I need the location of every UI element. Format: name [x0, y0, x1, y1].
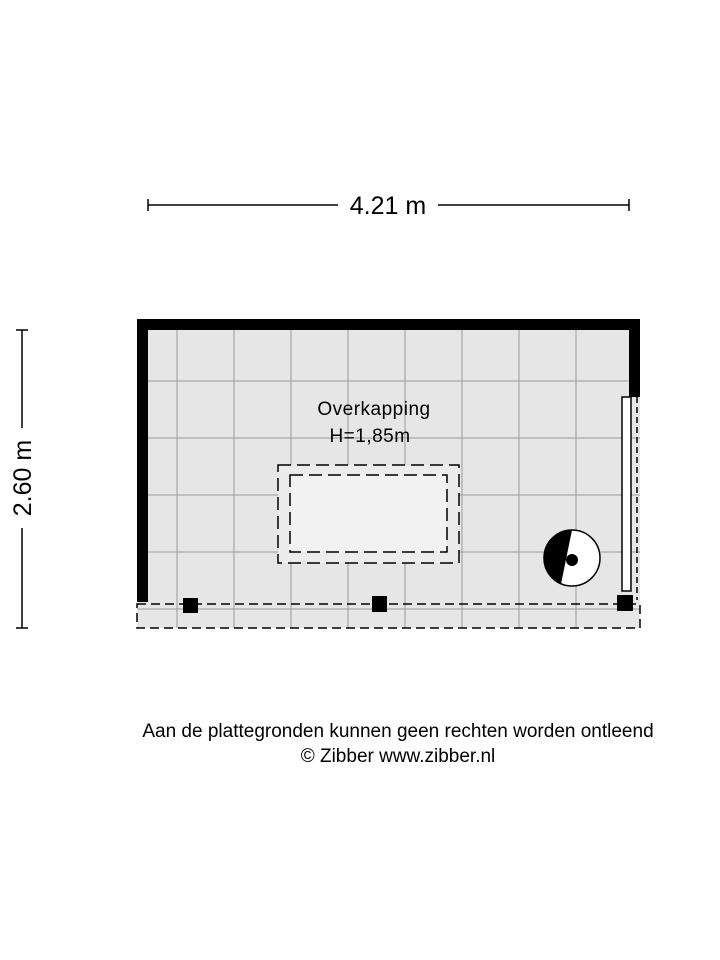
- height-dimension: [9, 330, 37, 628]
- disclaimer-text: Aan de plattegronden kunnen geen rechten worden ontleend: [142, 721, 654, 742]
- table-outline: [278, 465, 459, 563]
- post-left: [183, 598, 198, 613]
- room-name: Overkapping: [317, 399, 431, 420]
- post-right: [617, 595, 633, 611]
- copyright-text: © Zibber www.zibber.nl: [300, 746, 496, 767]
- round-object-icon: [543, 530, 600, 586]
- room-height: H=1,85m: [329, 426, 411, 447]
- post-middle: [372, 596, 387, 612]
- width-label: 4.21 m: [349, 192, 427, 220]
- width-dimension: [148, 192, 629, 220]
- height-label: 2.60 m: [9, 439, 37, 517]
